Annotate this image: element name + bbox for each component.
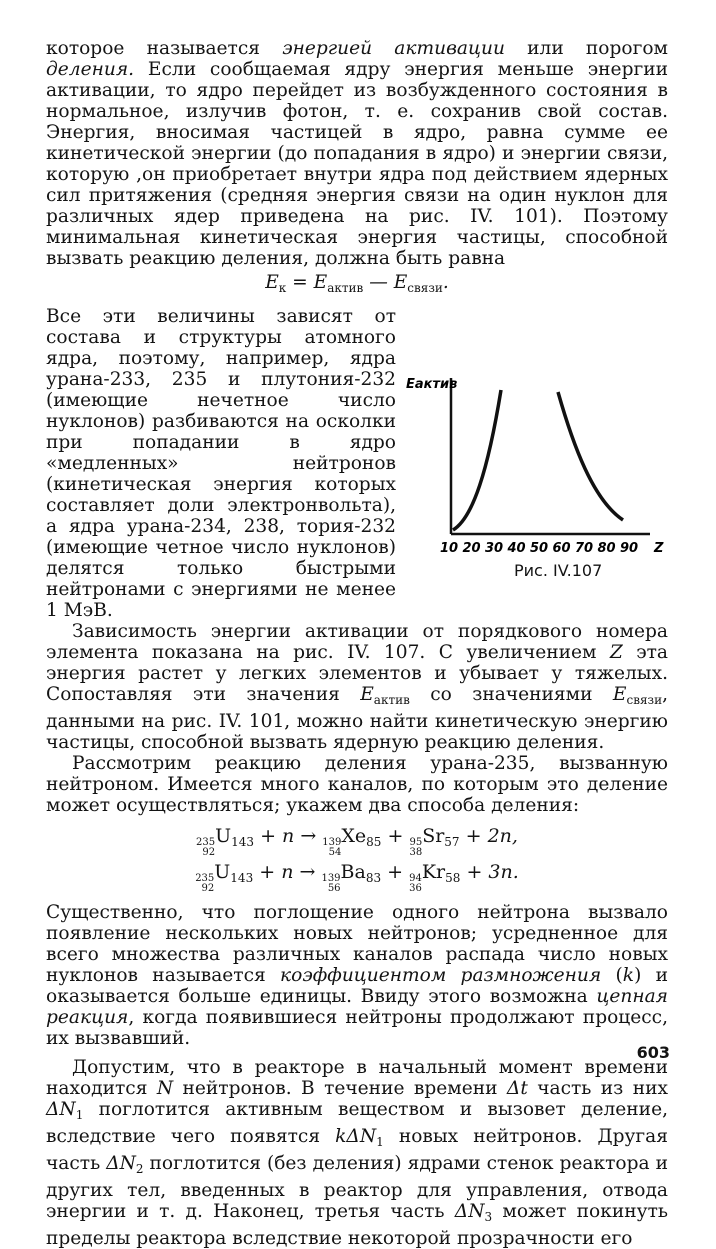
x-tick-label: 20 [462,541,481,556]
paragraph-2-text: Все эти величины зависят от состава и структуры атомного ядра, поэтому, например, ядра урана-233, 235 и плутония-232 (имеющие нечетное число нуклонов) разбиваются на осколки при попадании в ядро «медленных» нейтронов (кинетическая энергия которых составляет доли электронвольта), а ядра урана-234, 238, тория-232 (имеющие четное число нуклонов) делятся только быстрыми нейтронами с энергиями не менее 1 МэВ. [46,306,396,621]
x-tick-label: 10 [440,541,459,556]
x-tick-label: 50 [530,541,549,556]
paragraph-5: Существенно, что поглощение одного нейтрона вызвало появление нескольких новых нейтронов; усредненное для всего множества различных каналов распада число новых нуклонов называется коэффициентом размножения (k) и оказывается больше единицы. Ввиду этого возможна цепная реакция, когда появившиеся нейтроны продолжают процесс, их вызвавший. [46,902,669,1049]
x-tick-label: 40 [507,541,526,556]
reaction-2: 235 92 $U_{143} + n$ → 139 56 $Ba_{83}$ + 94 36 $Kr_{58} + 3n$. [195,861,519,894]
page-number: 603 [636,1043,670,1062]
paragraph-1: которое называется энергией активации или порогом деления. Если сообщаемая ядру энергия меньше энергии активации, то ядро перейдет из возбужденного состояния в нормальное, излучив фотон, т. е. сохранив свой состав. Энергия, вносимая частицей в ядро, равна сумме ее кинетической энергии (до попадания в ядро) и энергии связи, которую ,он приобретает внутри ядра под действием ядерных сил притяжения (средняя энергия связи на один нуклон для различных ядер приведена на рис. IV. 101). Поэтому минимальная кинетическая энергия частицы, способной вызвать реакцию деления, должна быть равна [46,38,668,269]
activation-energy-graph [406,370,668,590]
paragraph-2 [46,306,668,753]
figure-iv-107 [406,370,668,590]
x-axis-label: Z [654,541,664,556]
paragraph-6: Допустим, что в реакторе в начальный момент времени находится N нейтронов. В течение времени Δt часть из них $\Delta N_1$ поглотится активным веществом и вызовет деление, вследствие чего появятся kΔN$_1$ новых нейтронов. Другая часть $\Delta N_2$ поглотится (без деления) ядрами стенок реактора и других тел, введенных в реактор для управления, отвода энергии и т. д. Наконец, третья часть $\Delta N_3$ может покинуть пределы реактора вследствие некоторой прозрачности его [46,1057,668,1249]
x-tick-label: 30 [485,541,504,556]
figure-caption: Рис. IV.107 [514,561,603,580]
y-axis-label: Eактив [406,377,458,392]
fission-reactions [46,822,668,894]
formula-kinetic-energy: $E_к = E_{актив}$ — $E_{связи}$. [265,272,449,295]
curve-heavy-elements [558,392,623,520]
x-tick-labels [440,541,638,556]
x-tick-label: 70 [575,541,594,556]
reaction-1: 235 92 $U_{143} + n$ → 139 54 $Xe_{85}$ + 95 38 $Sr_{57} + 2n$, [196,825,518,858]
x-tick-label: 80 [597,541,616,556]
x-tick-label: 90 [620,541,639,556]
curve-light-elements [453,390,501,530]
paragraph-3-text: Зависимость энергии активации от порядкового номера элемента показана на рис. IV. 107. С увеличением Z эта энергия растет у легких элементов и убывает у тяжелых. Сопоставляя эти значения $E_{актив}$ со значениями $E_{связи}$, данными на рис. IV. 101, можно найти кинетическую энергию частицы, способной вызвать ядерную реакцию деления. [46,621,668,753]
x-tick-label: 60 [552,541,571,556]
paragraph-4: Рассмотрим реакцию деления урана-235, вызванную нейтроном. Имеется много каналов, по которым это деление может осуществляться; укажем два способа деления: [46,753,668,816]
page-content [46,38,668,1249]
